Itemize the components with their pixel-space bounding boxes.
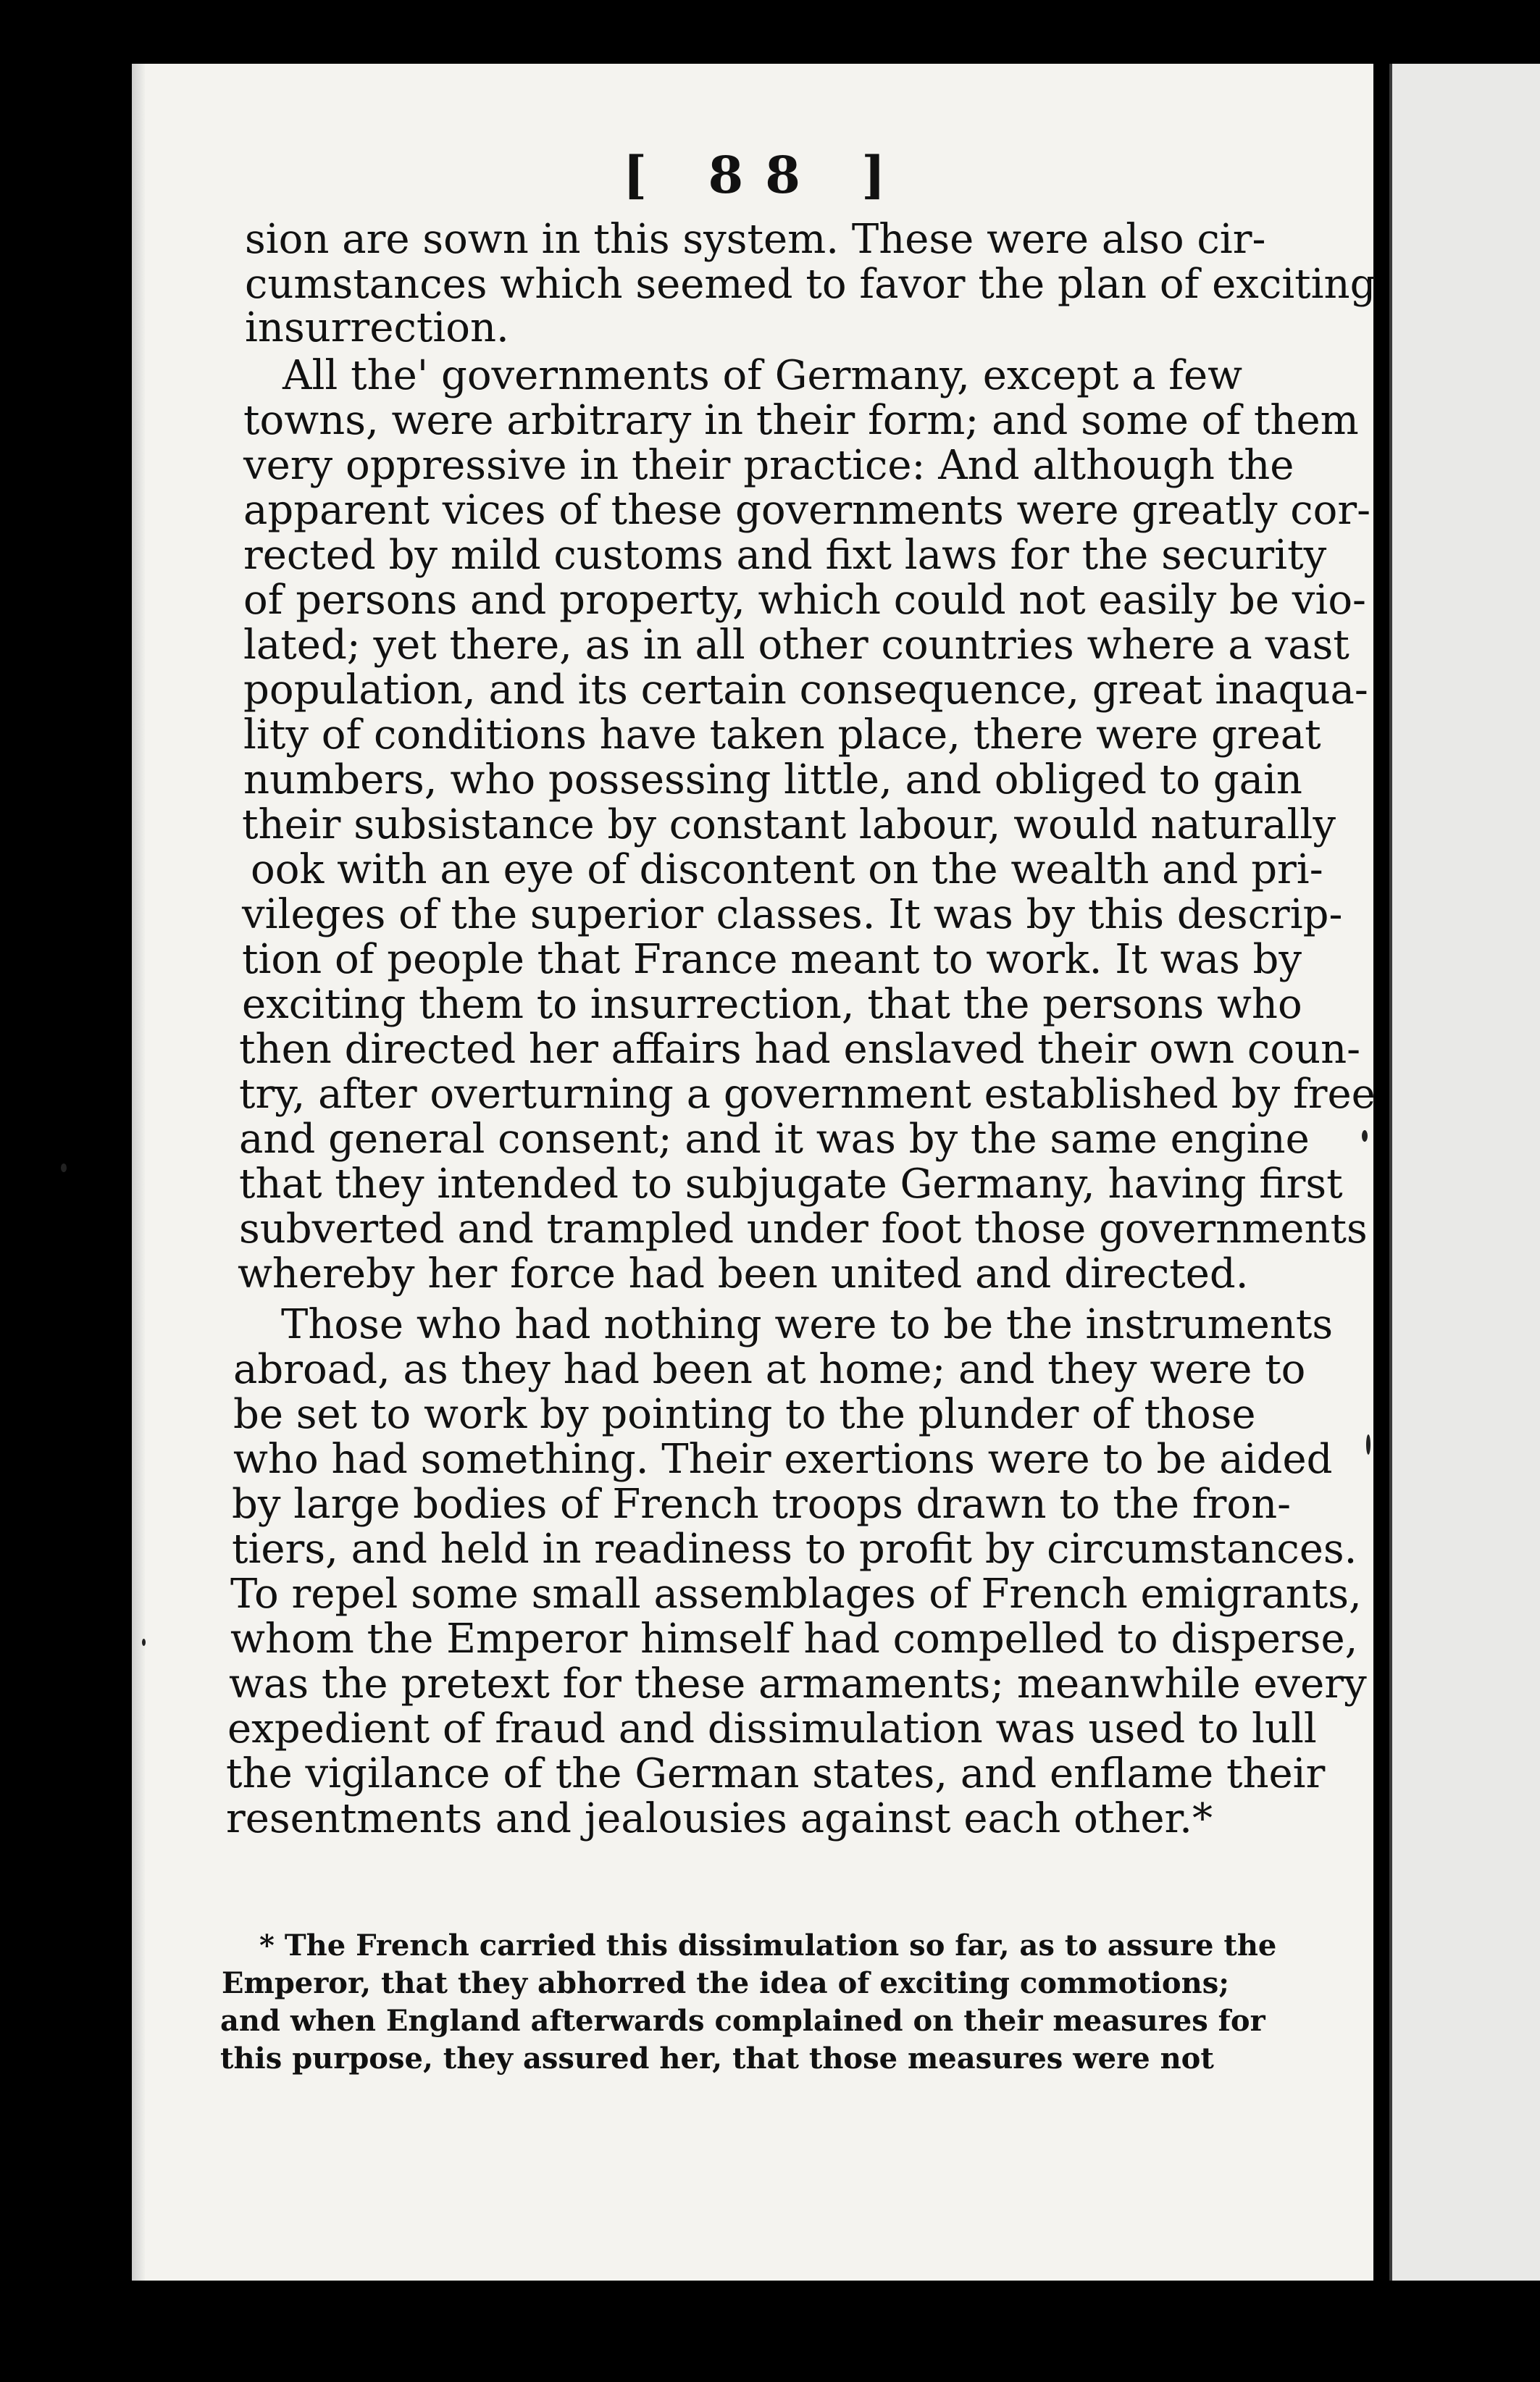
body-line: whereby her force had been united and directed. [238,1250,1249,1297]
body-line: tion of people that France meant to work. It was by [242,936,1302,983]
body-line: who had something. Their exertions were to be aided [233,1436,1333,1483]
body-line: very oppressive in their practice: And although the [243,442,1294,489]
body-line: that they intended to subjugate Germany, having first [239,1161,1343,1208]
body-line: resentments and jealousies against each other.* [226,1795,1213,1842]
body-line: sion are sown in this system. These were also cir- [245,216,1266,263]
body-line: exciting them to insurrection, that the persons who [242,981,1302,1028]
body-line: abroad, as they had been at home; and they were to [233,1346,1306,1393]
body-line: apparent vices of these governments were greatly cor- [243,487,1371,534]
body-line: try, after overturning a government established by free [239,1071,1376,1118]
paper-speck [1366,1434,1370,1455]
body-line: their subsistance by constant labour, would naturally [242,801,1336,848]
body-line: Those who had nothing were to be the instruments [281,1301,1334,1348]
body-line: insurrection. [245,304,509,351]
body-line: vileges of the superior classes. It was by this descrip- [242,891,1343,938]
body-line: rected by mild customs and fixt laws for the security [243,532,1327,579]
footnote-line: * The French carried this dissimulation so far, as to assure the [259,1928,1277,1963]
paper-speck [1362,1130,1368,1142]
body-line: of persons and property, which could not easily be vio- [243,577,1366,624]
body-line: towns, were arbitrary in their form; and some of them [243,397,1359,444]
body-line: be set to work by pointing to the plunder of those [233,1391,1256,1438]
body-line: lity of conditions have taken place, there were great [243,711,1321,759]
paper-speck [142,1639,146,1646]
body-line: lated; yet there, as in all other countries where a vast [243,622,1349,669]
footnote-line: and when England afterwards complained on their measures for [220,2004,1265,2038]
page-binding-edge [132,64,145,2281]
body-line: numbers, who possessing little, and obliged to gain [243,756,1302,803]
paper-speck [61,1163,67,1172]
facing-page [1389,64,1540,2281]
body-line: All the' governments of Germany, except a few [283,352,1243,399]
body-line: whom the Emperor himself had compelled to disperse, [230,1616,1358,1663]
body-line: by large bodies of French troops drawn to the fron- [232,1481,1292,1528]
body-line: and general consent; and it was by the same engine [239,1116,1310,1163]
body-line: expedient of fraud and dissimulation was used to lull [227,1705,1317,1752]
footnote-line: this purpose, they assured her, that those measures were not [220,2042,1214,2076]
body-line: the vigilance of the German states, and enflame their [226,1750,1326,1797]
body-line: was the pretext for these armaments; meanwhile every [229,1660,1367,1708]
body-line: tiers, and held in readiness to profit by circumstances. [232,1526,1357,1573]
body-line: cumstances which seemed to favor the plan of exciting [245,261,1376,308]
body-line: population, and its certain consequence, great inaqua- [243,666,1368,714]
body-line: ook with an eye of discontent on the wealth and pri- [251,846,1323,893]
page-number: [ 88 ] [623,145,908,205]
footnote-line: Emperor, that they abhorred the idea of exciting commotions; [222,1966,1229,2000]
body-line: then directed her affairs had enslaved their own coun- [239,1026,1361,1073]
body-line: To repel some small assemblages of French emigrants, [230,1571,1362,1618]
body-line: subverted and trampled under foot those governments [239,1205,1368,1253]
